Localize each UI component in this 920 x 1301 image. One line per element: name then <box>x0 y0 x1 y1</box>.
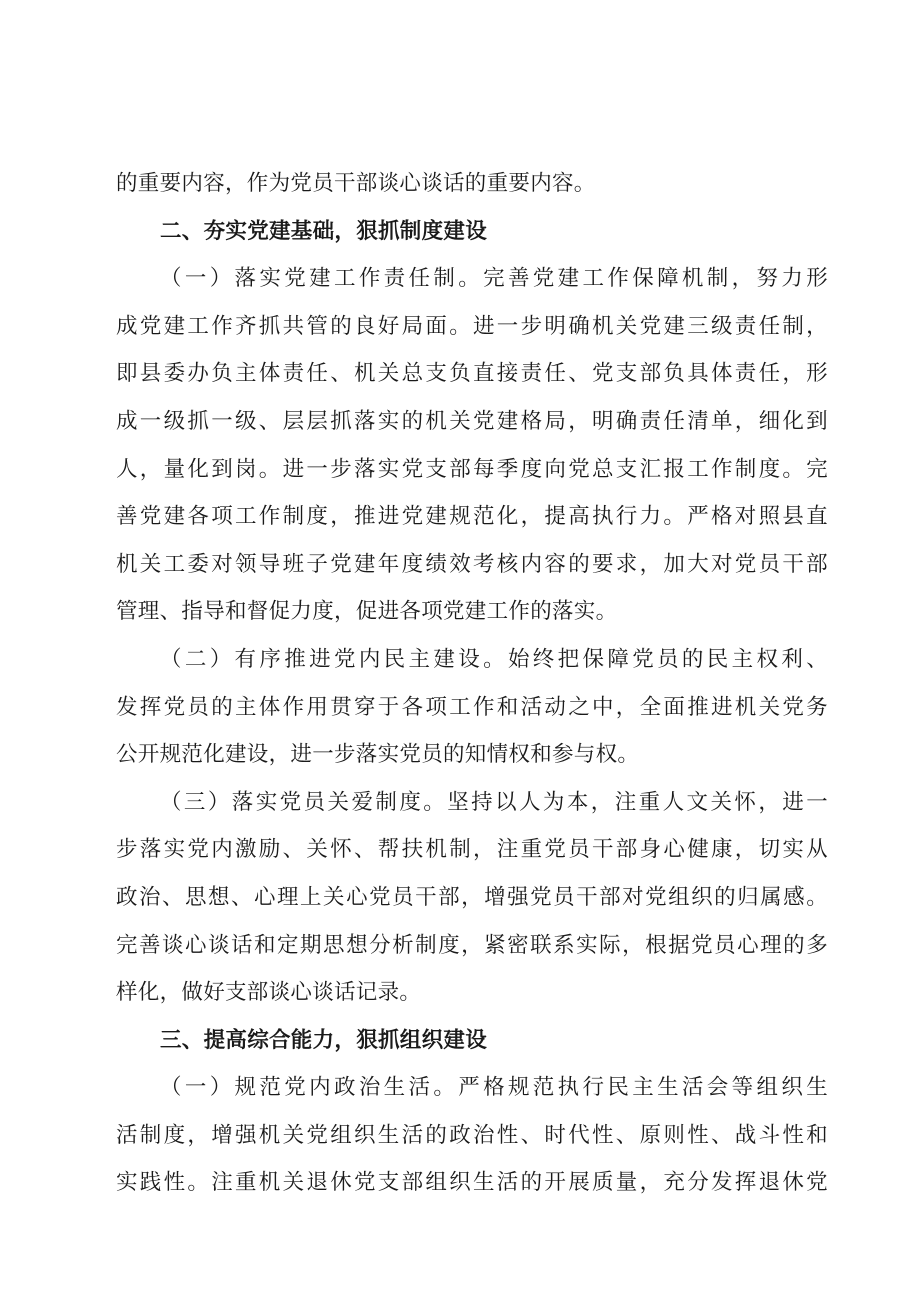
text-line: 样化，做好支部谈心谈话记录。 <box>116 980 422 1006</box>
section-heading: 三、提高综合能力，狠抓组织建设 <box>160 1027 488 1053</box>
paragraph-first-line: （二）有序推进党内民主建设。始终把保障党员的民主权利、 <box>160 646 828 672</box>
text-line: 步落实党内激励、关怀、帮扶机制，注重党员干部身心健康，切实从 <box>116 837 828 863</box>
paragraph-first-line: （三）落实党员关爱制度。坚持以人为本，注重人文关怀，进一 <box>160 789 828 815</box>
text-line: 发挥党员的主体作用贯穿于各项工作和活动之中，全面推进机关党务 <box>116 694 828 720</box>
paragraph-first-line: （一）落实党建工作责任制。完善党建工作保障机制，努力形 <box>160 266 828 292</box>
text-line: 活制度，增强机关党组织生活的政治性、时代性、原则性、战斗性和 <box>116 1122 828 1148</box>
text-line: 成党建工作齐抓共管的良好局面。进一步明确机关党建三级责任制， <box>116 313 828 339</box>
text-line: 即县委办负主体责任、机关总支负直接责任、党支部负具体责任，形 <box>116 361 828 387</box>
paragraph-first-line: （一）规范党内政治生活。严格规范执行民主生活会等组织生 <box>160 1075 828 1101</box>
text-line: 实践性。注重机关退休党支部组织生活的开展质量，充分发挥退休党 <box>116 1170 828 1196</box>
text-line: 政治、思想、心理上关心党员干部，增强党员干部对党组织的归属感。 <box>116 884 828 910</box>
text-line: 公开规范化建设，进一步落实党员的知情权和参与权。 <box>116 742 640 768</box>
section-heading: 二、夯实党建基础，狠抓制度建设 <box>160 218 488 244</box>
text-line: 完善谈心谈话和定期思想分析制度，紧密联系实际，根据党员心理的多 <box>116 932 828 958</box>
text-line: 机关工委对领导班子党建年度绩效考核内容的要求，加大对党员干部 <box>116 551 828 577</box>
text-line: 人，量化到岗。进一步落实党支部每季度向党总支汇报工作制度。完 <box>116 456 828 482</box>
text-line: 的重要内容，作为党员干部谈心谈话的重要内容。 <box>116 171 596 196</box>
text-line: 善党建各项工作制度，推进党建规范化，提高执行力。严格对照县直 <box>116 504 828 530</box>
document-page <box>116 160 828 1207</box>
text-line: 成一级抓一级、层层抓落实的机关党建格局，明确责任清单，细化到 <box>116 408 828 434</box>
text-line: 管理、指导和督促力度，促进各项党建工作的落实。 <box>116 599 618 625</box>
